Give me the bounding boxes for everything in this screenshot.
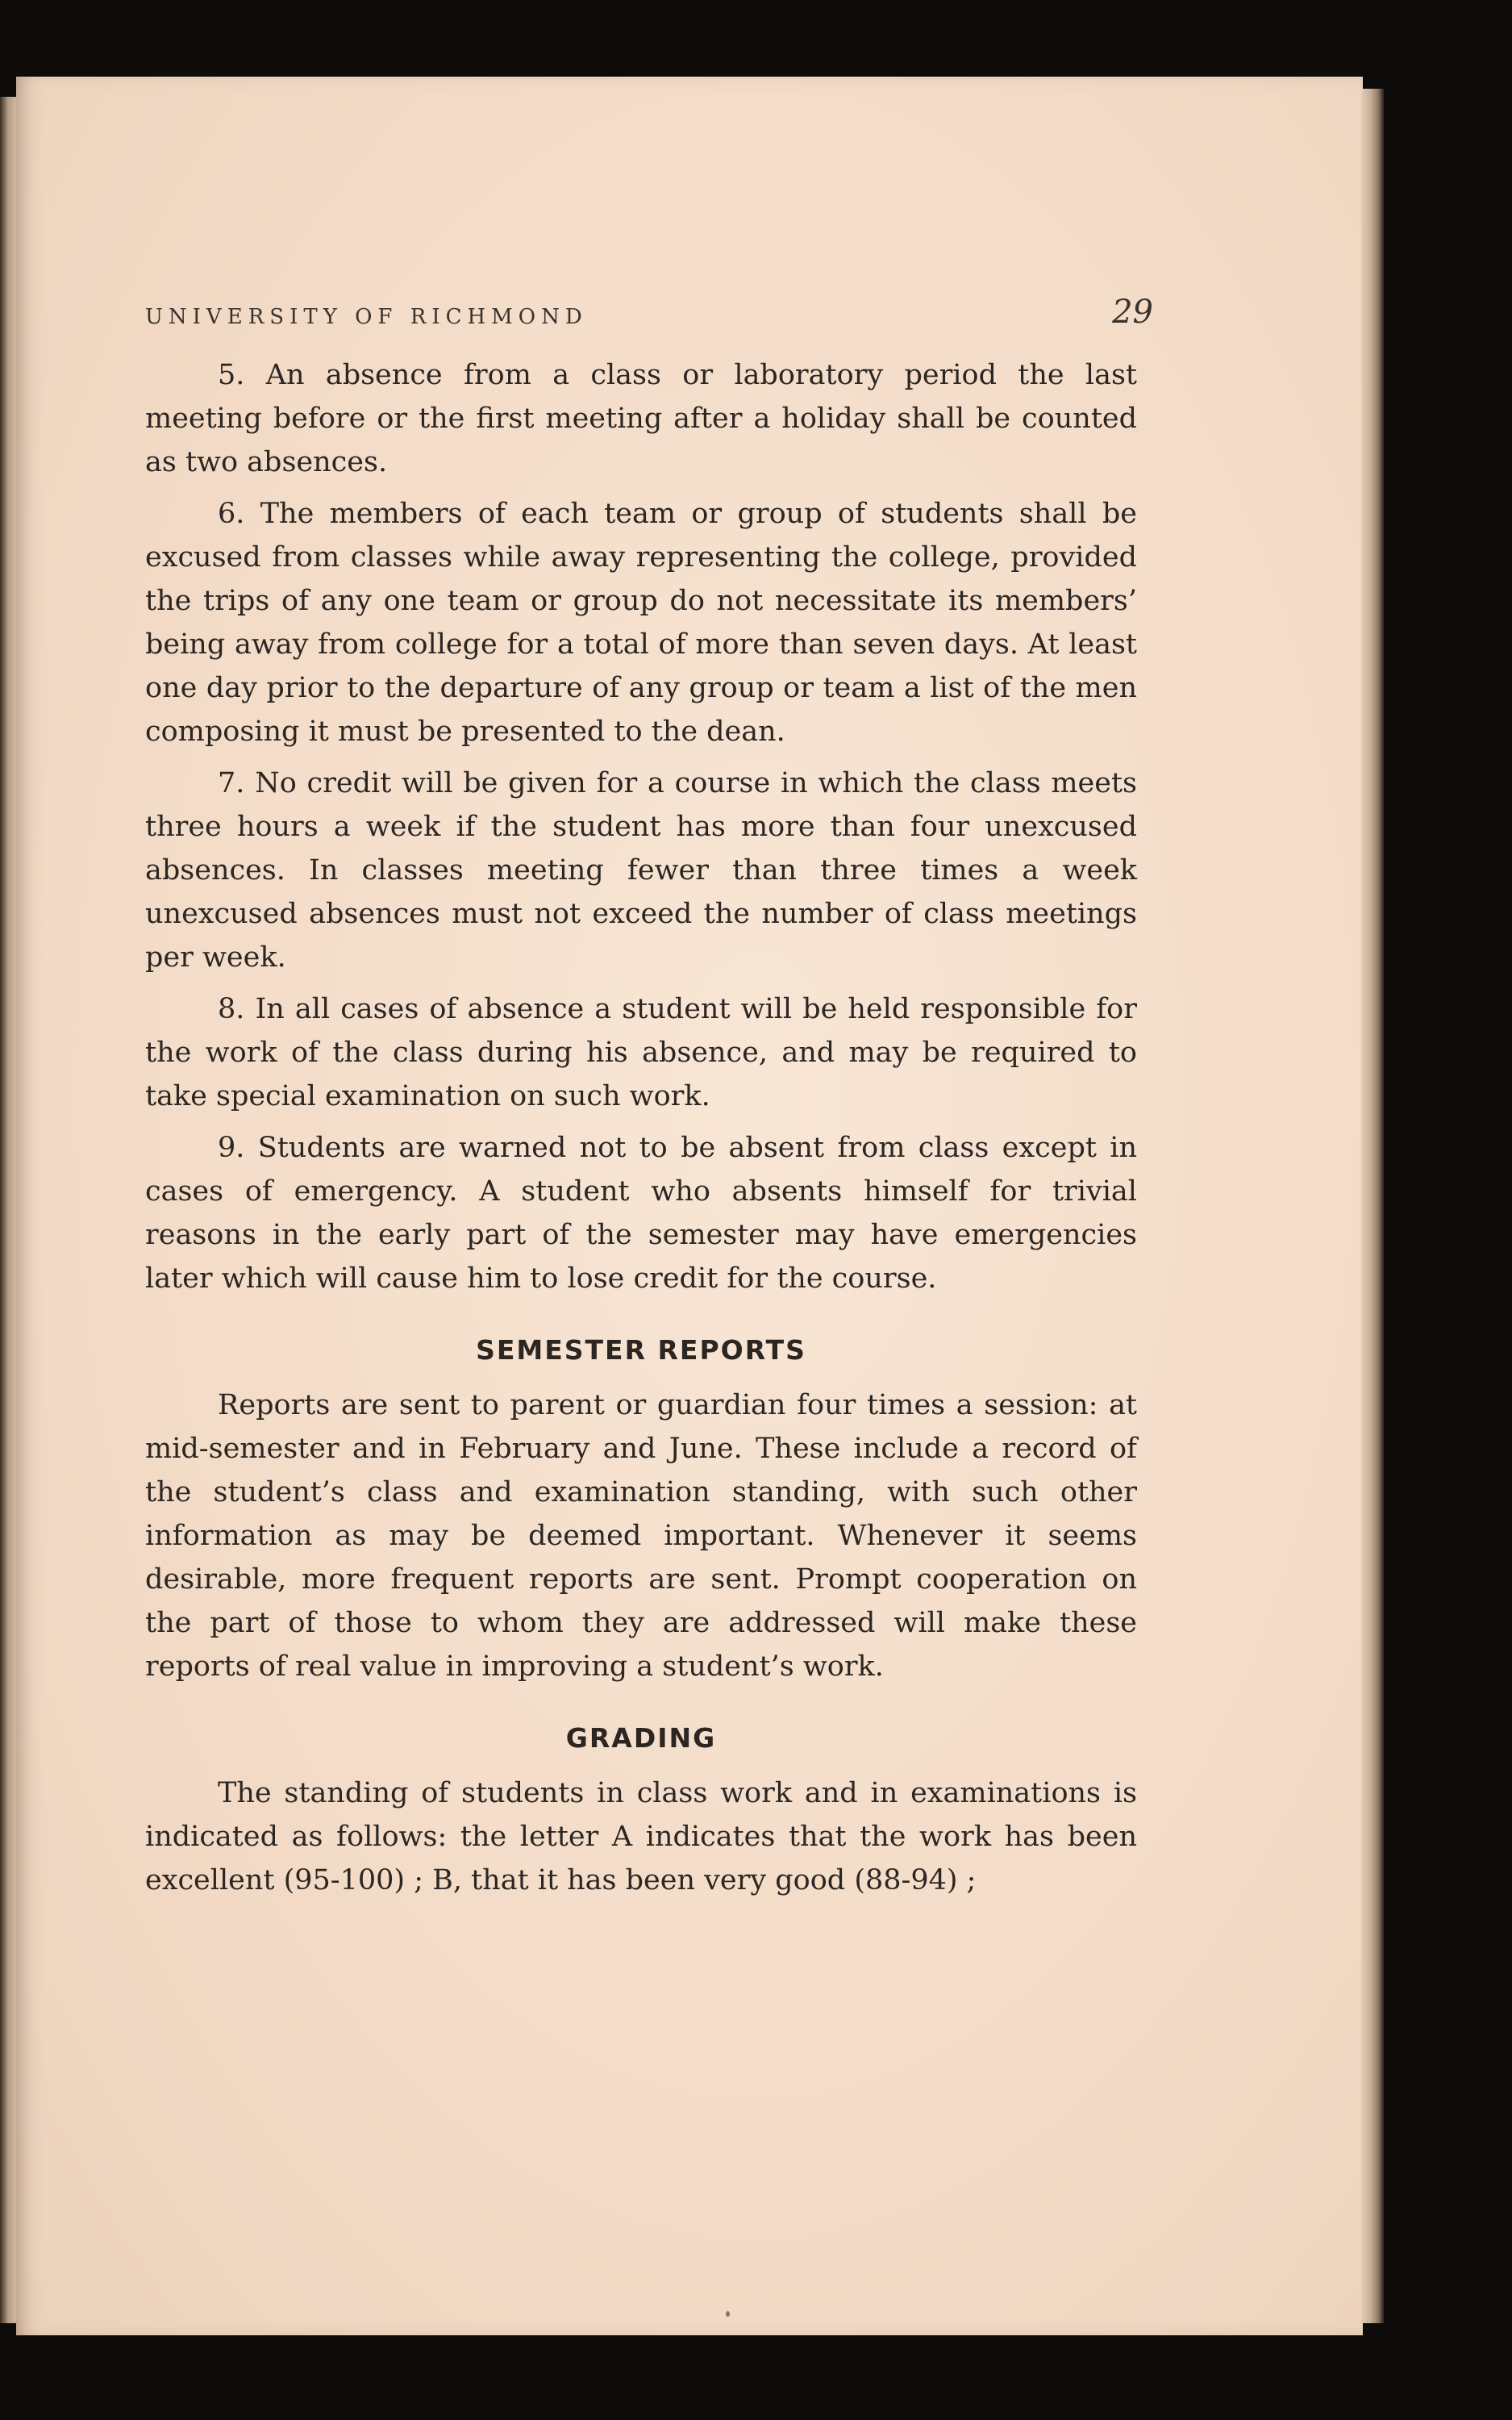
rule-paragraph-9: 9. Students are warned not to be absent from class except in cases of emergency. A student who absents himself for trivial reasons in the early part of the semester may have emergencies later which will cause him to lose credit for the course. bbox=[145, 1132, 1137, 1295]
semester-reports-heading: SEMESTER REPORTS bbox=[476, 1334, 806, 1366]
grading-heading: GRADING bbox=[565, 1722, 717, 1754]
page-content bbox=[145, 282, 1153, 1910]
rule-paragraph-6: 6. The members of each team or group of students shall be excused from classes while away representing the college, provided the trips of any one team or group do not necessitate its members’ being away from college for a total of more than seven days. At least one day prior to the departure of any group or team a list of the men composing it must be presented to the dean. bbox=[145, 498, 1137, 748]
grading-paragraph: The standing of students in class work and in examinations is indicated as follows: the letter A indicates that the work has been excellent (95-100) ; B, that it has been very good (88-94) ; bbox=[145, 1777, 1137, 1896]
rule-paragraph-7: 7. No credit will be given for a course in which the class meets three hours a week if the student has more than four unexcused absences. In classes meeting fewer than three times a week unexcused absences must not exceed the number of class meetings per week. bbox=[145, 767, 1137, 974]
rule-paragraph-8: 8. In all cases of absence a student will be held responsible for the work of the class during his absence, and may be required to take special examination on such work. bbox=[145, 993, 1137, 1112]
running-head bbox=[145, 282, 1153, 331]
paper-speck bbox=[726, 2311, 730, 2317]
running-title: UNIVERSITY OF RICHMOND bbox=[145, 305, 588, 329]
rule-paragraph-5: 5. An absence from a class or laboratory period the last meeting before or the first meeting after a holiday shall be counted as two absences. bbox=[145, 359, 1137, 478]
page-fore-edge bbox=[1361, 89, 1384, 2323]
left-page-edge bbox=[0, 97, 18, 2323]
semester-reports-paragraph: Reports are sent to parent or guardian four times a session: at mid-semester and in February and June. These include a record of the student’s class and examination standing, with such other information as may be deemed important. Whenever it seems desirable, more frequent reports are sent. Prompt cooperation on the part of those to whom they are addressed will make these reports of real value in improving a student’s work. bbox=[145, 1389, 1137, 1683]
page-number: 29 bbox=[1112, 294, 1153, 331]
